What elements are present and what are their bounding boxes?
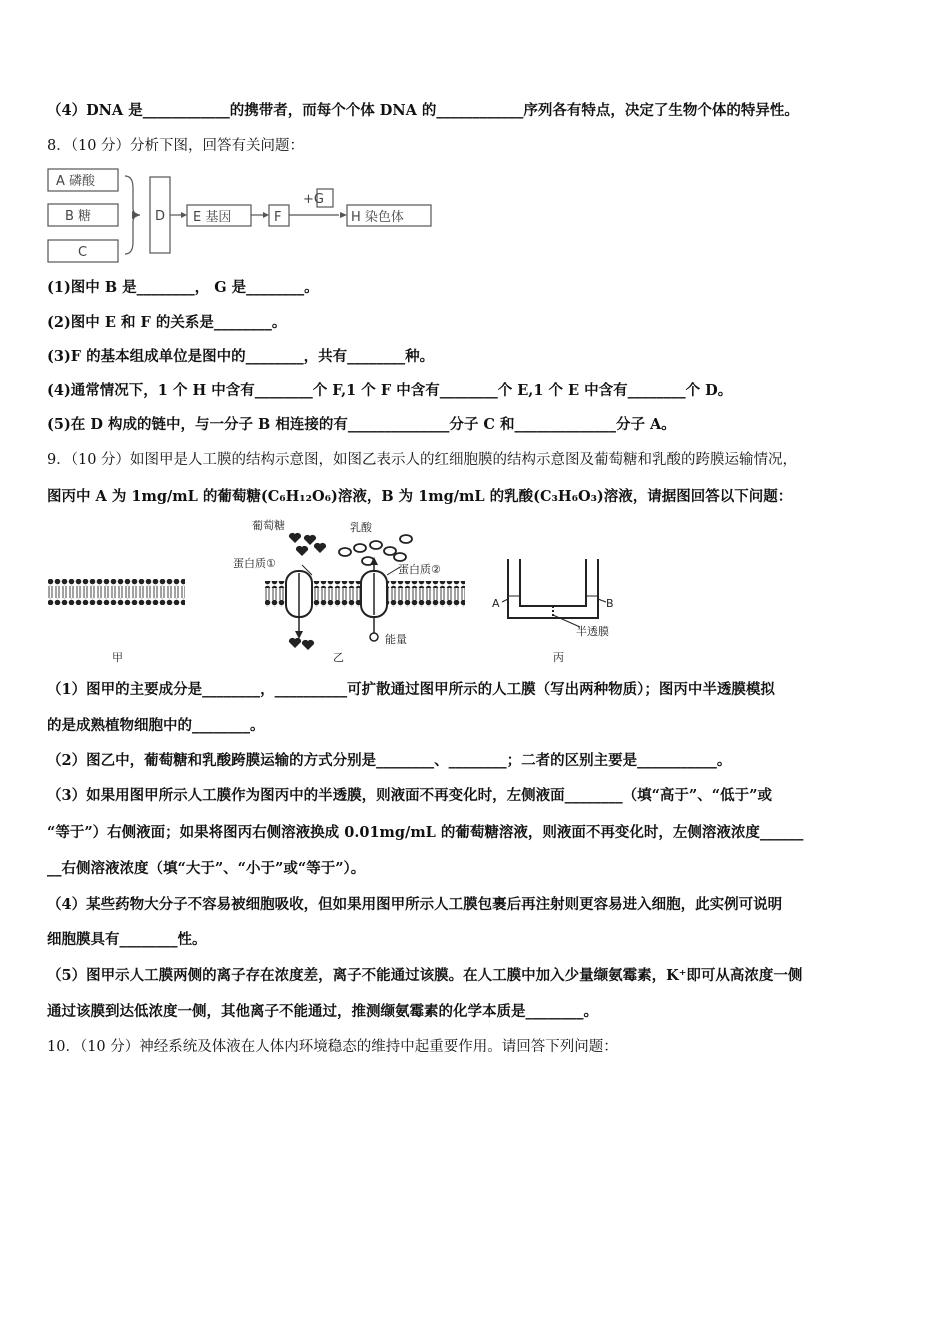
q8-part1: (1)图中 B 是________， G 是________。: [47, 279, 319, 296]
label-f: F: [274, 210, 282, 225]
q8-part5: (5)在 D 构成的链中，与一分子 B 相连接的有______________分子 C 和______________分子 A。: [47, 416, 676, 433]
q9-part5: （5）图甲示人工膜两侧的离子存在浓度差，离子不能通过该膜。在人工膜中加入少量缬氨霉素，K⁺即可从高浓度一侧: [47, 967, 803, 984]
label-h: H 染色体: [351, 210, 404, 225]
label-protein-2: 蛋白质②: [398, 563, 441, 576]
caption-yi: 乙: [333, 651, 344, 664]
q9-part5-cont: 通过该膜到达低浓度一侧，其他离子不能通过，推测缬氨霉素的化学本质是________。: [47, 1003, 598, 1020]
q8-part4: (4)通常情况下，1 个 H 中含有________个 F,1 个 F 中含有________个 E,1 个 E 中含有________个 D。: [47, 382, 733, 399]
q9-part1-cont: 的是成熟植物细胞中的________。: [47, 717, 265, 734]
label-semipermeable: 半透膜: [576, 625, 609, 638]
q9-membrane-figure: [40, 515, 640, 670]
label-lactic: 乳酸: [350, 521, 372, 534]
label-glucose: 葡萄糖: [252, 519, 285, 532]
q10-header: 10．（10 分）神经系统及体液在人体内环境稳态的维持中起重要作用。请回答下列问题：: [47, 1039, 618, 1055]
q9-part3-cont: “等于”）右侧液面；如果将图丙右侧溶液换成 0.01mg/mL 的葡萄糖溶液，则液面不再变化时，左侧溶液浓度______: [47, 824, 804, 841]
label-c: C: [78, 245, 88, 260]
q9-part2: （2）图乙中，葡萄糖和乳酸跨膜运输的方式分别是________、________；二者的区别主要是___________。: [47, 752, 732, 769]
q9-part4-cont: 细胞膜具有________性。: [47, 931, 207, 948]
label-b: B 糖: [65, 209, 92, 224]
label-d: D: [155, 209, 166, 224]
figure-bing-u-tube: [502, 559, 606, 627]
q9-header: 9．（10 分）如图甲是人工膜的结构示意图，如图乙表示人的红细胞膜的结构示意图及葡萄糖和乳酸的跨膜运输情况，: [47, 452, 798, 468]
label-b: B: [606, 597, 614, 610]
label-e: E 基因: [193, 210, 232, 225]
label-g: +G: [303, 192, 324, 207]
q8-part3: (3)F 的基本组成单位是图中的________，共有________种。: [47, 348, 435, 365]
caption-bing: 丙: [553, 651, 564, 664]
label-protein-1: 蛋白质①: [233, 557, 276, 570]
caption-jia: 甲: [112, 651, 123, 664]
q8-header: 8．（10 分）分析下图，回答有关问题：: [47, 138, 305, 154]
q8-flow-diagram: [45, 166, 445, 268]
q7-part4: （4）DNA 是____________的携带者，而每个个体 DNA 的____________序列各有特点，决定了生物个体的特异性。: [47, 102, 799, 119]
q8-part2: (2)图中 E 和 F 的关系是________。: [47, 314, 287, 331]
label-energy: 能量: [385, 633, 407, 646]
q9-part4: （4）某些药物大分子不容易被细胞吸收，但如果用图甲所示人工膜包裹后再注射则更容易进入细胞，此实例可说明: [47, 896, 783, 913]
q9-part3: （3）如果用图甲所示人工膜作为图丙中的半透膜，则液面不再变化时，左侧液面________（填“高于”、“低于”或: [47, 787, 772, 804]
figure-jia-bilayer: [48, 579, 185, 605]
label-a: A 磷酸: [56, 174, 96, 189]
q9-part3-cont2: __右侧溶液浓度（填“大于”、“小于”或“等于”）。: [47, 860, 366, 877]
q9-header-cont: 图丙中 A 为 1mg/mL 的葡萄糖(C₆H₁₂O₆)溶液，B 为 1mg/mL 的乳酸(C₃H₆O₃)溶液，请据图回答以下问题：: [47, 488, 793, 505]
q9-part1: （1）图甲的主要成分是________，__________可扩散通过图甲所示的人工膜（写出两种物质）；图丙中半透膜模拟: [47, 681, 775, 698]
figure-yi-membrane: [265, 533, 465, 650]
label-a: A: [492, 597, 500, 610]
